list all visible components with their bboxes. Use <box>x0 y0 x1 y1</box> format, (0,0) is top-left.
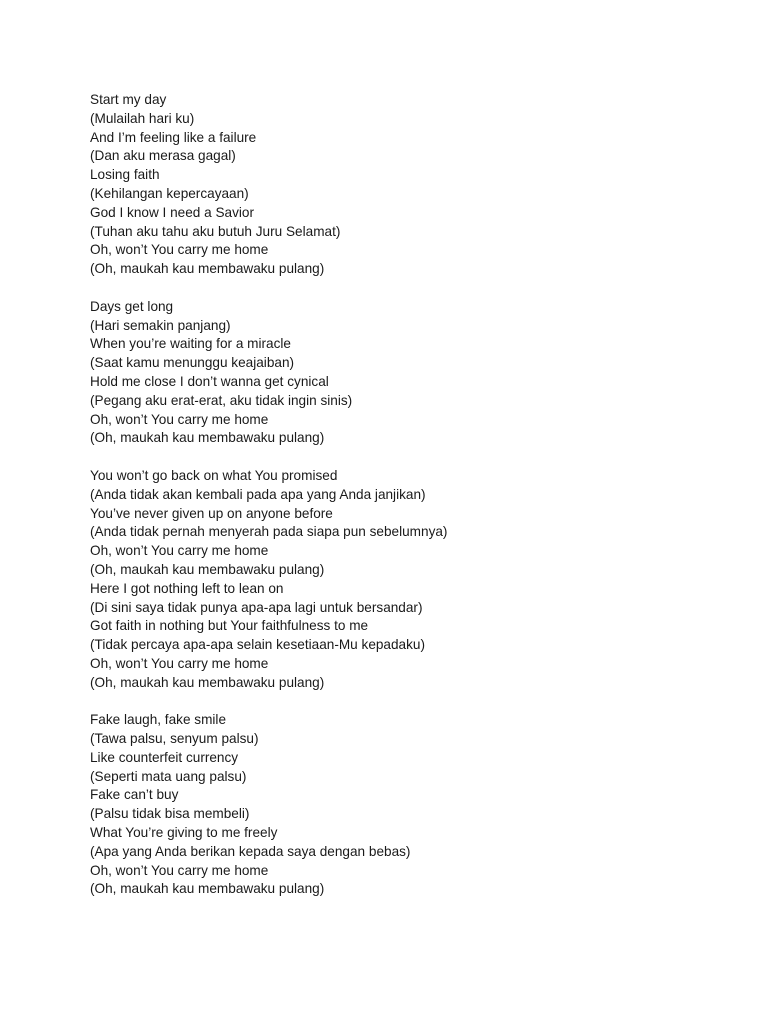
translation-line: (Oh, maukah kau membawaku pulang) <box>90 561 325 577</box>
lyric-line: When you’re waiting for a miracle <box>90 336 291 352</box>
lyric-line: What You’re giving to me freely <box>90 825 278 841</box>
lyric-line: Fake laugh, fake smile <box>90 712 227 728</box>
translation-line: (Seperti mata uang palsu) <box>90 768 247 784</box>
translation-line: (Mulailah hari ku) <box>90 110 195 126</box>
lyric-line: Oh, won’t You carry me home <box>90 655 269 671</box>
translation-line: (Oh, maukah kau membawaku pulang) <box>90 674 325 690</box>
translation-line: (Dan aku merasa gagal) <box>90 148 236 164</box>
translation-line: (Pegang aku erat-erat, aku tidak ingin sinis) <box>90 392 353 408</box>
translation-line: (Anda tidak pernah menyerah pada siapa pun sebelumnya) <box>90 524 448 540</box>
lyric-line: Got faith in nothing but Your faithfulness to me <box>90 618 369 634</box>
translation-line: (Palsu tidak bisa membeli) <box>90 806 250 822</box>
stanza-3 <box>90 467 710 693</box>
translation-line: (Saat kamu menunggu keajaiban) <box>90 355 295 371</box>
lyric-line: Days get long <box>90 298 174 314</box>
lyrics-body <box>90 91 710 918</box>
translation-line: (Hari semakin panjang) <box>90 317 231 333</box>
stanza-4 <box>90 711 710 899</box>
translation-line: (Apa yang Anda berikan kepada saya dengan bebas) <box>90 843 411 859</box>
translation-line: (Oh, maukah kau membawaku pulang) <box>90 881 325 897</box>
translation-line: (Tidak percaya apa-apa selain kesetiaan-Mu kepadaku) <box>90 637 425 653</box>
lyric-line: Oh, won’t You carry me home <box>90 411 269 427</box>
lyric-line: Hold me close I don’t wanna get cynical <box>90 373 329 389</box>
translation-line: (Kehilangan kepercayaan) <box>90 185 249 201</box>
lyric-line: God I know I need a Savior <box>90 204 254 220</box>
stanza-1 <box>90 91 710 279</box>
lyric-line: Oh, won’t You carry me home <box>90 242 269 258</box>
translation-line: (Tawa palsu, senyum palsu) <box>90 731 259 747</box>
translation-line: (Tuhan aku tahu aku butuh Juru Selamat) <box>90 223 341 239</box>
lyric-line: Here I got nothing left to lean on <box>90 580 284 596</box>
translation-line: (Di sini saya tidak punya apa-apa lagi untuk bersandar) <box>90 599 423 615</box>
lyric-line: Oh, won’t You carry me home <box>90 862 269 878</box>
lyric-line: Start my day <box>90 92 167 107</box>
lyric-line: And I’m feeling like a failure <box>90 129 257 145</box>
lyric-line: Oh, won’t You carry me home <box>90 543 269 559</box>
lyric-line: Losing faith <box>90 167 160 183</box>
lyric-line: Fake can’t buy <box>90 787 179 803</box>
lyric-line: You won’t go back on what You promised <box>90 467 338 483</box>
lyric-line: Like counterfeit currency <box>90 749 239 765</box>
stanza-2 <box>90 298 710 448</box>
translation-line: (Oh, maukah kau membawaku pulang) <box>90 261 325 277</box>
translation-line: (Oh, maukah kau membawaku pulang) <box>90 430 325 446</box>
lyric-line: You’ve never given up on anyone before <box>90 505 333 521</box>
translation-line: (Anda tidak akan kembali pada apa yang Anda janjikan) <box>90 486 426 502</box>
